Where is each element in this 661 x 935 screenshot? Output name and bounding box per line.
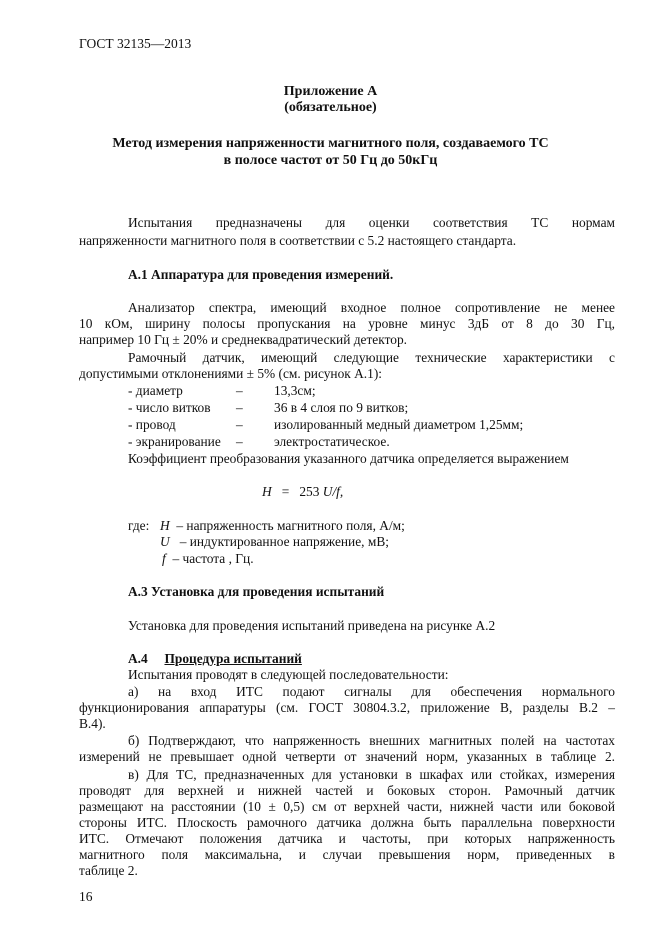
section-a4-heading: А.4 Процедура испытаний	[128, 651, 302, 666]
step-c-line7: таблице 2.	[79, 863, 138, 878]
def-f: f – частота , Гц.	[162, 551, 254, 566]
step-a-line1: а) на вход ИТС подают сигналы для обеспечения нормального	[128, 684, 615, 699]
spec-item-shielding: - экранирование – электростатическое.	[128, 434, 390, 449]
step-b-line1: б) Подтверждают, что напряженность внешних магнитных полей на частотах	[128, 733, 615, 748]
section-a1-heading: А.1 Аппаратура для проведения измерений.	[128, 267, 394, 282]
step-c-line4: стороны ИТС. Плоскость рамочного датчика должна быть параллельна поверхности	[79, 815, 615, 830]
procedure-intro: Испытания проводят в следующей последовательности:	[128, 667, 449, 682]
analyzer-line2: 10 кОм, ширину полосы пропускания на уровне минус 3дБ от 8 до 30 Гц,	[79, 316, 615, 331]
step-c-line3: размещают на расстоянии (10 ± 0,5) см от верхней части, нижней части или боковой	[79, 799, 615, 814]
step-c-line6: магнитного поля максимальна, и случаи превышения норм, приведенных в	[79, 847, 615, 862]
section-a3-text: Установка для проведения испытаний приведена на рисунке А.2	[128, 618, 496, 633]
analyzer-line3: например 10 Гц ± 20% и среднеквадратический детектор.	[79, 332, 407, 347]
document-header: ГОСТ 32135—2013	[79, 36, 192, 51]
spec-item-turns: - число витков – 36 в 4 слоя по 9 витков;	[128, 400, 409, 415]
def-h: H – напряженность магнитного поля, А/м;	[160, 518, 405, 533]
formula: H = 253 U/f,	[262, 484, 344, 499]
appendix-title: Приложение А	[283, 84, 378, 99]
step-a-line3: В.4).	[79, 716, 106, 731]
step-a-line2: функционирования аппаратуры (см. ГОСТ 30804.3.2, приложение В, разделы В.2 –	[79, 700, 615, 715]
spec-item-wire: - провод – изолированный медный диаметром 1,25мм;	[128, 417, 524, 432]
step-c-line2: проводят для верхней и нижней частей и боковых сторон. Рамочный датчик	[79, 783, 615, 798]
spec-item-diameter: - диаметр – 13,3см;	[128, 383, 316, 398]
def-u: U – индуктированное напряжение, мВ;	[160, 534, 389, 549]
analyzer-line1: Анализатор спектра, имеющий входное полное сопротивление не менее	[128, 300, 615, 315]
where-label: где:	[128, 518, 150, 533]
sensor-line1: Рамочный датчик, имеющий следующие технические характеристики с	[128, 350, 615, 365]
method-title-line1: Метод измерения напряженности магнитного поля, создаваемого ТС	[112, 136, 549, 151]
step-b-line2: измерений не превышает одной четверти от значений норм, указанных в таблице 2.	[79, 749, 615, 764]
step-c-line1: в) Для ТС, предназначенных для установки в шкафах или стойках, измерения	[128, 767, 615, 782]
appendix-status: (обязательное)	[284, 100, 377, 115]
method-title-line2: в полосе частот от 50 Гц до 50кГц	[223, 153, 438, 168]
intro-line2: напряженности магнитного поля в соответствии с 5.2 настоящего стандарта.	[79, 233, 517, 248]
step-c-line5: ИТС. Отмечают положения датчика и частоты, при которых напряженность	[79, 831, 615, 846]
sensor-line2: допустимыми отклонениями ± 5% (см. рисунок А.1):	[79, 366, 383, 381]
intro-line1: Испытания предназначены для оценки соответствия ТС нормам	[128, 215, 615, 230]
page-number: 16	[79, 889, 93, 904]
section-a3-heading: А.3 Установка для проведения испытаний	[128, 584, 385, 599]
coefficient-text: Коэффициент преобразования указанного датчика определяется выражением	[128, 451, 569, 466]
